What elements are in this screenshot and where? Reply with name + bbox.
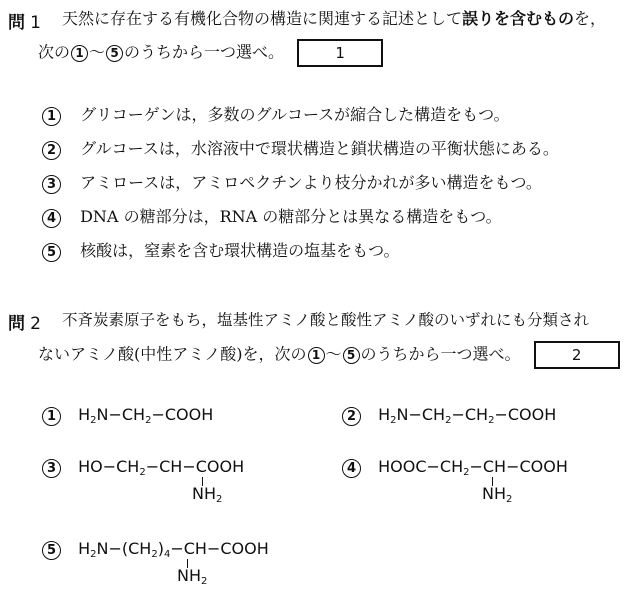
q2-stem-choose: のうちから一つ選べ。 <box>360 344 521 364</box>
answer-box-1[interactable]: 1 <box>297 39 383 67</box>
tilde: ～ <box>89 42 106 62</box>
amino-group: $NH_2$ <box>482 484 513 505</box>
option-number-icon: 1 <box>42 407 61 426</box>
q1-stem-line1 <box>62 8 606 30</box>
answer-box-2[interactable]: 2 <box>534 341 620 369</box>
option-text: アミロースは，アミロペクチンより枝分かれが多い構造をもつ。 <box>80 173 542 192</box>
q2-option-4[interactable] <box>342 457 612 503</box>
q1-stem-line2 <box>38 39 383 67</box>
option-number-icon: 5 <box>42 541 61 560</box>
option-number-icon: 3 <box>42 175 61 194</box>
amino-group: $NH_2$ <box>192 484 223 505</box>
formula-aspartic-acid: $HOOC-CH_2-CH-COOH$ <box>378 457 568 478</box>
formula-glycine: $H_2N-CH_2-COOH$ <box>78 405 214 426</box>
q2-option-2[interactable] <box>342 405 556 426</box>
formula-lysine: $H_2N-(CH_2)_4-CH-COOH$ <box>78 539 269 560</box>
option-number-icon: 5 <box>42 243 61 262</box>
q2-stem-line2 <box>38 341 620 369</box>
option-text: グルコースは，水溶液中で環状構造と鎖状構造の平衡状態にある。 <box>80 139 559 158</box>
option-number-icon: 1 <box>42 107 61 126</box>
option-text: 核酸は，窒素を含む環状構造の塩基をもつ。 <box>80 241 400 260</box>
q1-heading <box>8 8 41 33</box>
option-text: DNA の糖部分は，RNA の糖部分とは異なる構造をもつ。 <box>80 207 502 226</box>
option-number-icon: 3 <box>42 459 61 478</box>
q1-option-1[interactable] <box>42 104 510 126</box>
q1-option-3[interactable] <box>42 172 542 194</box>
q1-label: 問 <box>8 13 25 33</box>
tilde: ～ <box>325 344 342 364</box>
q1-option-2[interactable] <box>42 138 559 160</box>
q2-option-3[interactable] <box>42 457 302 503</box>
circled-number-icon: 1 <box>308 347 325 364</box>
q2-option-5[interactable] <box>42 539 322 585</box>
q2-label: 問 <box>8 314 25 334</box>
amino-group: $NH_2$ <box>177 566 208 587</box>
q2-stem-line1: 不斉炭素原子をもち，塩基性アミノ酸と酸性アミノ酸のいずれにも分類され <box>62 311 590 329</box>
option-number-icon: 2 <box>342 407 361 426</box>
option-text: グリコーゲンは，多数のグルコースが縮合した構造をもつ。 <box>80 105 510 124</box>
circled-number-icon: 5 <box>106 45 123 62</box>
q1-stem-next: 次の <box>38 42 71 62</box>
q1-option-4[interactable] <box>42 206 502 228</box>
circled-number-icon: 5 <box>343 347 360 364</box>
q2-heading <box>8 309 41 334</box>
q1-stem-choose: のうちから一つ選べ。 <box>124 42 285 62</box>
formula-serine: $HO-CH_2-CH-COOH$ <box>78 457 245 478</box>
q2-number: 2 <box>30 314 41 334</box>
q1-number: 1 <box>30 13 41 33</box>
q1-stem-text: 天然に存在する有機化合物の構造に関連する記述として <box>62 9 463 28</box>
q1-stem-emphasis: 誤りを含むもの <box>462 9 575 28</box>
option-number-icon: 4 <box>342 459 361 478</box>
formula-beta-alanine: $H_2N-CH_2-CH_2-COOH$ <box>378 405 557 426</box>
q2-stem-text: ないアミノ酸(中性アミノ酸)を，次の <box>38 344 307 364</box>
q1-stem-suffix: を， <box>574 9 607 28</box>
circled-number-icon: 1 <box>71 45 88 62</box>
q2-option-1[interactable] <box>42 405 213 426</box>
q1-option-5[interactable] <box>42 240 399 262</box>
option-number-icon: 2 <box>42 141 61 160</box>
option-number-icon: 4 <box>42 209 61 228</box>
